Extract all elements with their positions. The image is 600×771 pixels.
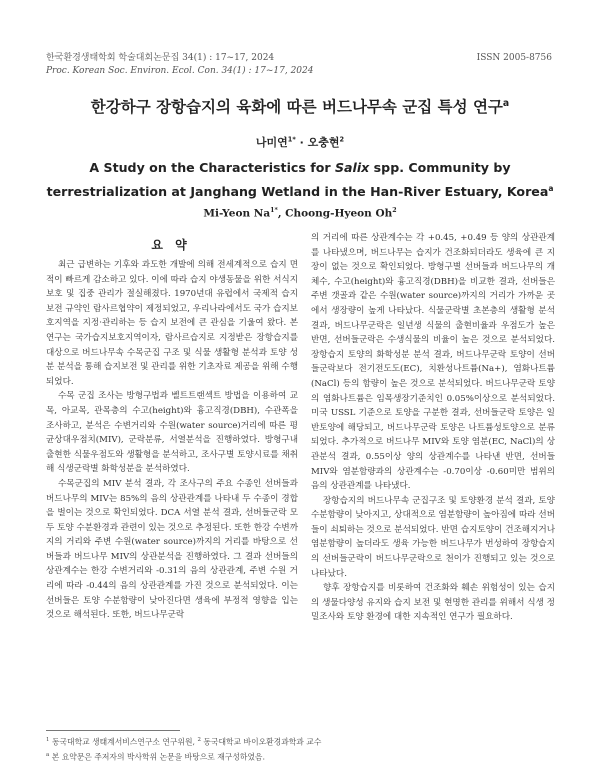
title-en-before: A Study on the Characteristics for: [89, 160, 335, 175]
title-en-after: spp. Community by terrestrialization at Janghang Wetland in the Han-River Estuary, Korea: [46, 160, 549, 200]
abstract-heading: 요 약: [151, 238, 191, 252]
footnote-2-text: 동국대학교 바이오환경과학과 교수: [203, 737, 322, 747]
footnotes: [46, 734, 321, 763]
journal-citation-en: Proc. Korean Soc. Environ. Ecol. Con. 34(1) : 17~17, 2024: [46, 66, 314, 76]
abstract-paragraph: 장항습지의 버드나무속 군집구조 및 토양환경 분석 결과, 토양 수분함량이 낮아지고, 상대적으로 염분함량이 높아짐에 따라 선버들이 쇠퇴하는 것으로 분석되었다. 반면 습지토양이 건조해지거나 염분함량이 높더라도 생육 가능한 버드나무가 번성하여 장항습지의 선버들군락이 버드나무군락으로 천이가 진행되고 있는 것으로 나타났다.: [311, 495, 555, 579]
footnote-affiliations: [46, 734, 321, 749]
footnote-divider: [46, 730, 180, 731]
author-1-en: Mi-Yeon Na: [203, 207, 271, 220]
authors-korean: [0, 134, 600, 150]
author-2-en: Choong-Hyeon Oh: [285, 207, 393, 220]
title-korean-sup: a: [502, 97, 510, 109]
title-korean-text: 한강하구 장항습지의 육화에 따른 버드나무속 군집 특성 연구: [90, 98, 503, 116]
author-1-ko-sup: 1*: [287, 135, 296, 144]
footnote-2-mark: 2: [197, 737, 201, 743]
footnote-1-text: 동국대학교 생태계서비스연구소 연구위원,: [51, 737, 198, 747]
abstract-paragraph: 수목 군집 조사는 방형구법과 벨트트랜섹트 방법을 이용하여 교목, 아교목, 관목층의 수고(height)와 흉고직경(DBH), 수관폭을 조사하고, 분석은 수변거리와 수원(water source)거리에 따른 평균상대우점치(MIV), 군락분류, 서열분석을 진행하였다. 방형구내 출현한 식물우점도와 생활형을 분석하고, 조사구별 토양시료를 채취해 식생군락별 화학성분을 분석하였다.: [46, 391, 298, 475]
abstract-paragraph: 의 거리에 따른 상관계수는 각 +0.45, +0.49 등 양의 상관관계를 나타냈으며, 버드나무는 습지가 건조화되더라도 생육에 큰 지장이 없는 것으로 확인되었다. 방형구별 선버들과 버드나무의 개체수, 수고(height)와 흉고직경(DBH)을 비교한 결과, 선버들은 주변 갯골과 같은 수원(water source)까지의 거리가 가까운 곳에서 생장량이 높게 나타났다. 식물군락별 초본층의 생활형 분석 결과, 버드나무군락은 일년생 식물의 출현비율과 우점도가 높은 반면, 선버들군락은 수생식물의 비율이 높은 것으로 분석되었다. 장항습지 토양의 화학성분 분석 결과, 버드나무군락 토양이 선버들군락보다 전기전도도(EC), 치환성나트륨(Na+), 염화나트륨(NaCl) 등의 함량이 높은 것으로 분석되었다. 버드나무군락 토양의 염화나트륨은 임목생장기준치인 0.05%이상으로 분석되었다. 미국 USSL 기준으로 토양을 구분한 결과, 선버들군락 토양은 일반토양에 해당되고, 버드나무군락 토양은 나트륨성토양으로 분류되었다. 추가적으로 버드나무 MIV와 토양 염분(EC, NaCl)의 상관분석 결과, 0.55이상 양의 상관계수를 나타낸 반면, 선버들 MIV와 염분함량과의 상관계수는 -0.70이상 -0.60미만 범위의 음의 상관관계를 나타냈다.: [311, 233, 555, 492]
journal-header: [46, 52, 313, 78]
author-2-ko: 오충현: [307, 136, 340, 149]
author-2-en-sup: 2: [392, 207, 397, 214]
author-2-ko-sup: 2: [339, 135, 345, 144]
authors-english: [0, 207, 600, 220]
title-english: [40, 157, 560, 202]
author-1-ko: 나미연: [255, 136, 288, 149]
title-en-italic: Salix: [334, 160, 370, 175]
footnote-note: [46, 749, 321, 764]
footnote-1-mark: 1: [46, 737, 50, 743]
author-1-en-sup: 1*: [270, 207, 278, 214]
author-separator-ko: ·: [295, 136, 308, 149]
title-korean: [0, 95, 600, 117]
abstract-paragraph: 최근 급변하는 기후와 과도한 개발에 의해 전세계적으로 습지 면적이 빠르게 감소하고 있다. 이에 따라 습지 야생동물을 위한 서식지 보호 및 집중 관리가 절실해졌다. 1970년대 유럽에서 국제적 습지보전 규약인 람사르협약이 제정되었고, 우리나라에서도 국가 습지보호지역을 지정·관리하는 등 습지 보전에 큰 관심을 기울여 왔다. 본 연구는 국가습지보호지역이자, 람사르습지로 지정받은 장항습지를 대상으로 버드나무속 수목군집 구조 및 식물 생활형 분석과 토양 성분 분석을 통해 습지보전 및 관리를 위한 기초자료 제공을 위해 수행되었다.: [46, 260, 298, 387]
footnote-a-mark: a: [46, 751, 50, 758]
abstract-paragraph: 향후 장항습지를 비롯하여 건조화와 훼손 위험성이 있는 습지의 생물다양성 유지와 습지 보전 및 현명한 관리를 위해서 식생 정밀조사와 토양 환경에 대한 지속적인 연구가 필요하다.: [311, 583, 555, 623]
abstract-left-column: [46, 258, 298, 623]
issn: ISSN 2005-8756: [476, 53, 552, 63]
title-en-sup: a: [548, 184, 554, 193]
journal-citation-ko: 한국환경생태학회 학술대회논문집 34(1) : 17~17, 2024: [46, 53, 275, 63]
abstract-right-column: [311, 231, 555, 625]
abstract-paragraph: 수목군집의 MIV 분석 결과, 각 조사구의 주요 수종인 선버들과 버드나무의 MIV는 85%의 음의 상관관계를 나타내 두 수종이 경합을 벌이는 것으로 확인되었다. DCA 서열 분석 결과, 선버들군락 모두 토양 수분환경과 관련이 있는 것으로 추정된다. 또한 한강 수변까지의 거리와 주변 수원(water source)까지의 거리를 바탕으로 선버들과 버드나무 MIV의 상관분석을 진행하였다. 그 결과 선버들의 상관계수는 한강 수변거리와 -0.31의 음의 상관관계, 주변 수원 거리에 따라 -0.44의 음의 상관관계를 가진 것으로 분석되었다. 이는 선버들은 토양 수분함량이 낮아진다면 생육에 부정적 영향을 입는 것으로 해석된다. 또한, 버드나무군락: [46, 478, 298, 621]
author-separator-en: ,: [277, 207, 286, 220]
footnote-a-text: 본 요약문은 주저자의 박사학위 논문을 바탕으로 재구성하였음.: [51, 752, 265, 762]
